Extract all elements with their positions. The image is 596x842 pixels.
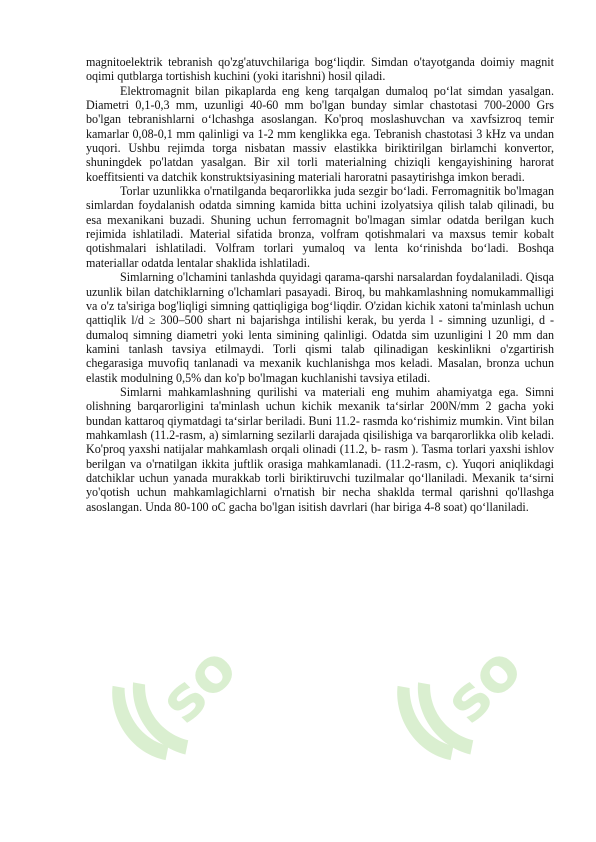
svg-text:so: so [431, 632, 536, 737]
leaf-logo-icon [80, 600, 251, 800]
watermark-right [365, 600, 536, 800]
paragraph-electromagnetic-pickups: Elektromagnit bilan pikaplarda eng keng tarqalgan dumaloq po‘lat simdan yasalgan. Diametri 0,1-0,3 mm, uzunligi 40-60 mm bo'lgan bunday simlar chastotasi 700-2000 Grs bo'lgan tebranishlarni o‘lchashga asoslangan. Ko'proq moslashuvchan va xavfsizroq temir kamarlar 0,08-0,1 mm qalinligi va 1-2 mm kenglikka ega. Tebranish chastotasi 3 kHz va undan yuqori. Ushbu rejimda torga nisbatan massiv elastikka biriktirilgan birlamchi konvertor, shuningdek po'latdan yasalgan. Bir xil torli materialning chiziqli kengayishining harorat koeffitsienti va datchik konstruktsiyasining materiali haroratni pasaytirishga imkon beradi. [86, 83, 554, 184]
leaf-logo-icon [365, 600, 536, 800]
paragraph-continuation: magnitoelektrik tebranish qo'zg'atuvchilariga bog‘liqdir. Simdan o'tayotganda doimiy magnit oqimi qutblarga tortishish kuchini (yoki itarishni) hosil qiladi. [86, 55, 554, 84]
paragraph-string-fastening: Simlarni mahkamlashning qurilishi va materiali eng muhim ahamiyatga ega. Simni olishning barqarorligini ta'minlash uchun kichik mexanik ta‘sirlar 200N/mm 2 gacha yoki bundan kattaroq qiymatdagi ta‘sirlar beriladi. Buni 11.2- rasmda ko‘rishimiz mumkin. Vint bilan mahkamlash (11.2-rasm, a) simlarning sezilarli darajada qisilishiga va barqarorlikka olib keladi. Ko'proq yaxshi natijalar mahkamlash orqali olinadi (11.2, b- rasm ). Tasma torlari yaxshi ishlov berilgan va o'rnatilgan ikkita juftlik orasiga mahkamlanadi. (11.2-rasm, c). Yuqori aniqlikdagi datchiklar uchun yanada murakkab torli biriktiruvchi tuzilmalar qo‘llaniladi. Mexanik ta‘sirni yo'qotish uchun mahkamlagichlarni o'rnatish bir necha shaklda termal qarishni qo'llashga asoslangan. Unda 80-100 oC gacha bo'lgan isitish davrlari (har biriga 4-8 soat) qo‘llaniladi. [86, 384, 554, 514]
watermark-left [80, 600, 251, 800]
paragraph-string-dimensions: Simlarning o'lchamini tanlashda quyidagi qarama-qarshi narsalardan foydalaniladi. Qisqa uzunlik bilan datchiklarning o'lchamlari pasayadi. Biroq, bu mahkamlashning nomukammalligi va o'z ta'siriga bog'liqligi simning qattiqligiga bog‘liqdir. O'zidan kichik xatoni ta'minlash uchun qattiqlik l/d ≥ 300–500 shart ni bajarishga intilishi kerak, bu yerda l - simning uzunligi, d - dumaloq simning diametri yoki lenta simining qalinligi. Odatda sim uzunligini l 20 mm dan kamini tanlash tavsiya etilmaydi. Torli qismi talab qilinadigan keskinlikni o'zgartirish chegarasiga muvofiq tanlanadi va mexanik kuchlanishga mos keladi. Masalan, bronza uchun elastik modulning 0,5% dan ko'p bo'lmagan kuchlanishi tavsiya etiladi. [86, 270, 554, 385]
paragraph-string-instability: Torlar uzunlikka o'rnatilganda beqarorlikka juda sezgir bo‘ladi. Ferromagnitik bo'lmagan simlardan foydalanish odatda simning kamida bitta uchini izolyatsiya qilish talab qilinadi, bu esa mexanikani buzadi. Shuning uchun ferromagnit bo'lmagan simlar odatda berilgan kuch rejimida ishlatiladi. Material sifatida bronza, volfram qotishmalari va maxsus temir kobalt qotishmalari ishlatiladi. Volfram torlari yumaloq va lenta ko‘rinishda bo‘ladi. Boshqa materiallar odatda lentalar shaklida ishlatiladi. [86, 184, 554, 270]
body-text [86, 55, 554, 514]
svg-text:so: so [146, 632, 251, 737]
